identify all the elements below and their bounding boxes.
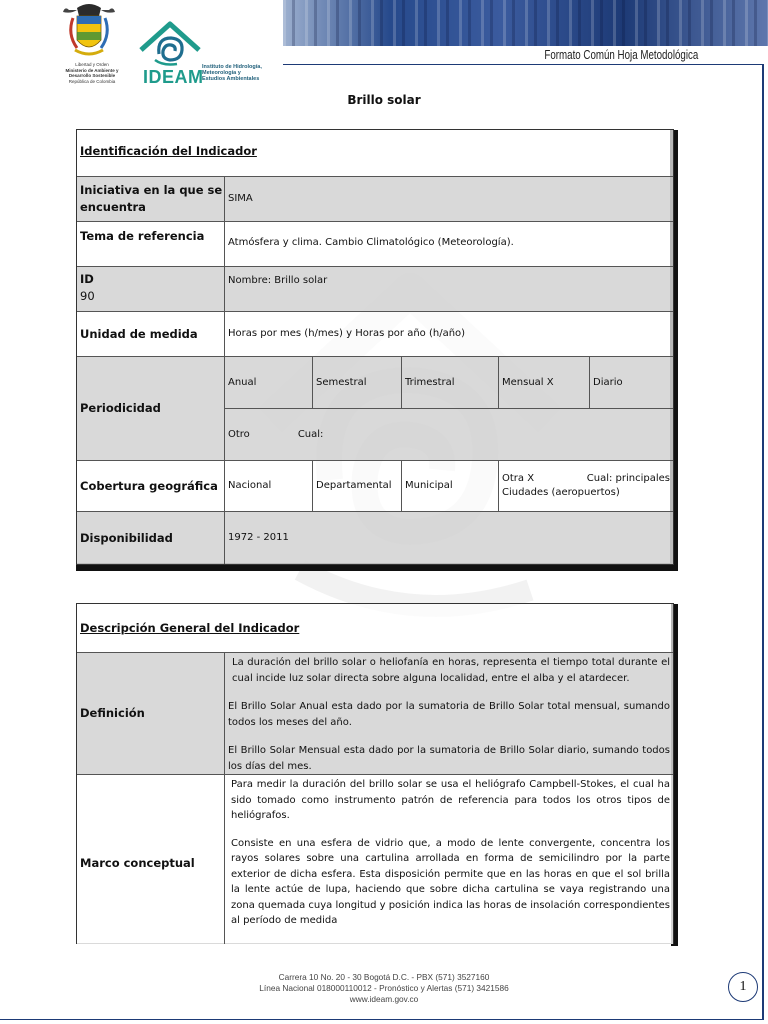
- page-number-badge: 1: [728, 972, 758, 1002]
- header-logos: [55, 4, 285, 92]
- id-value: 90: [80, 289, 95, 303]
- marco-paragraph: Consiste en una esfera de vidrio que, a modo de lente convergente, concentra los rayos solares sobre una cartulina arrollada en forma de semicilindro por la parte exterior de dicha esfera. Esta disposición permite que en las horas en que el sol brilla la lente actúe de lupa, haciendo que sobre dicha cartulina se vaya registrando una zona quemada cuya longitud y posición indica las horas de insolación correspondientes al período de medida: [231, 837, 670, 926]
- identification-header-row: [77, 130, 673, 176]
- tema-value: Atmósfera y clima. Cambio Climatológico (Meteorología).: [228, 237, 514, 248]
- tema-label: Tema de referencia: [77, 222, 225, 266]
- definicion-label: Definición: [77, 653, 225, 774]
- disponibilidad-label: Disponibilidad: [77, 512, 225, 564]
- unidad-value: Horas por mes (h/mes) y Horas por año (h/año): [228, 328, 466, 339]
- nombre-value: Nombre: Brillo solar: [228, 275, 328, 286]
- identification-table: [76, 129, 674, 565]
- cobertura-cual-label: Cual: principales: [586, 473, 670, 484]
- table-row: [77, 511, 673, 564]
- id-label: ID: [80, 272, 94, 286]
- marco-text: [231, 777, 670, 929]
- periodicidad-diario: Diario: [593, 377, 623, 388]
- description-section-title: Descripción General del Indicador: [80, 621, 300, 635]
- table-row: [77, 311, 673, 356]
- table-row: [77, 652, 673, 774]
- footer-website: www.ideam.gov.co: [349, 994, 419, 1004]
- periodicidad-anual: Anual: [225, 357, 313, 409]
- periodicidad-otro-label: Otro: [228, 428, 250, 440]
- disponibilidad-value: 1972 - 2011: [228, 532, 289, 543]
- marco-paragraph: Para medir la duración del brillo solar se usa el heliógrafo Campbell-Stokes, el cual ha sido tomado como instrumento patrón de referencia para todos los otros tipos de heliógrafos.: [231, 779, 670, 821]
- table-row: [77, 774, 673, 944]
- cobertura-departamental: Departamental: [313, 461, 402, 511]
- document-title: Brillo solar: [347, 93, 421, 107]
- definicion-text: [228, 655, 670, 774]
- cobertura-municipal: Municipal: [402, 461, 499, 511]
- table-row: [77, 356, 673, 460]
- marco-label: Marco conceptual: [77, 775, 225, 944]
- periodicidad-otro: [225, 409, 674, 460]
- periodicidad-cual-label: Cual:: [297, 428, 324, 440]
- coat-of-arms-icon: [63, 4, 115, 62]
- definicion-paragraph: El Brillo Solar Anual esta dado por la sumatoria de Brillo Solar total mensual, sumando todos los meses del año.: [228, 701, 670, 728]
- header-divider: [283, 64, 764, 65]
- ideam-subtitle: Instituto de Hidrología, Meteorología y Estudios Ambientales: [202, 64, 262, 82]
- footer-address: Carrera 10 No. 20 - 30 Bogotá D.C. - PBX (571) 3527160: [278, 972, 490, 982]
- table-row: [77, 460, 673, 511]
- ministry-caption: Libertad y Orden Ministerio de Ambiente y Desarrollo Sostenible República de Colombia: [65, 62, 119, 84]
- cobertura-label: Cobertura geográfica: [77, 461, 225, 511]
- iniciativa-label: Iniciativa en la que se encuentra: [77, 177, 225, 221]
- unidad-label: Unidad de medida: [77, 312, 225, 356]
- cobertura-otra: [499, 461, 674, 511]
- iniciativa-value: SIMA: [228, 193, 253, 204]
- ideam-wordmark: IDEAM: [143, 67, 204, 87]
- periodicidad-trimestral: Trimestral: [402, 357, 499, 409]
- definicion-paragraph: El Brillo Solar Mensual esta dado por la sumatoria de Brillo Solar diario, sumando todos los días del mes.: [228, 745, 670, 772]
- header-banner-image: [283, 0, 768, 46]
- id-cell: [77, 267, 225, 311]
- periodicidad-mensual: Mensual X: [499, 357, 590, 409]
- footer-rule: [0, 1019, 764, 1020]
- description-header-row: [77, 604, 673, 652]
- periodicidad-semestral: Semestral: [313, 357, 402, 409]
- cobertura-cual-value: Ciudades (aeropuertos): [502, 487, 620, 498]
- table-row: [77, 176, 673, 221]
- identification-section-title: Identificación del Indicador: [80, 144, 257, 158]
- cobertura-otra-label: Otra X: [502, 473, 535, 484]
- format-title: Formato Común Hoja Metodológica: [544, 48, 698, 62]
- footer-phone: Línea Nacional 018000110012 - Pronóstico y Alertas (571) 3421586: [259, 983, 509, 993]
- cobertura-nacional: Nacional: [225, 461, 313, 511]
- description-table: [76, 603, 674, 944]
- right-margin-rule: [762, 64, 764, 1019]
- periodicidad-label: Periodicidad: [77, 357, 225, 460]
- footer-contact: [0, 972, 768, 1005]
- definicion-paragraph: La duración del brillo solar o heliofanía en horas, representa el tiempo total durante el cual incide luz solar directa sobre alguna localidad, entre el alba y el atardecer.: [232, 657, 670, 684]
- table-row: [77, 221, 673, 266]
- ideam-logo-icon: [137, 20, 203, 68]
- table-row: [77, 266, 673, 311]
